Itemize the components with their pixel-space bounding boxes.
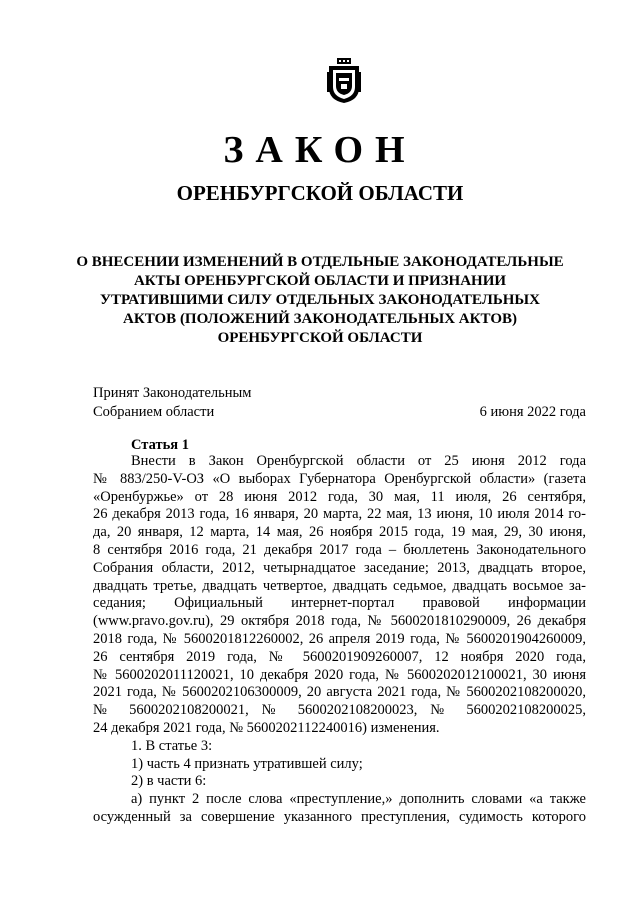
coat-of-arms-icon bbox=[327, 58, 361, 104]
text-line: № 5600202011120021, 10 декабря 2020 года, № 5600202012100021, 30 июня bbox=[93, 666, 586, 683]
text-line: да, 20 января, 12 марта, 14 мая, 26 ноября 2015 года, 19 мая, 29, 30 июня, bbox=[93, 524, 586, 541]
text-line: седания; Официальный интернет-портал правовой информации bbox=[93, 595, 586, 612]
text-line: а) пункт 2 после слова «преступление,» дополнить словами «а также bbox=[131, 791, 586, 808]
text-line: 2021 года, № 5600202106300009, 20 августа 2021 года, № 5600202108200020, bbox=[93, 684, 586, 701]
heading-line: УТРАТИВШИМИ СИЛУ ОТДЕЛЬНЫХ ЗАКОНОДАТЕЛЬНЫХ bbox=[99, 292, 540, 308]
adoption-date: 6 июня 2022 года bbox=[479, 404, 586, 420]
text-line: осужденный за совершение указанного преступления, судимость которого bbox=[93, 808, 586, 825]
heading-line: АКТЫ ОРЕНБУРГСКОЙ ОБЛАСТИ И ПРИЗНАНИИ bbox=[133, 273, 507, 289]
text-line: 26 декабря 2013 года, 16 января, 20 марта, 22 мая, 13 июня, 10 июля 2014 го- bbox=[93, 506, 586, 523]
list-item: 1) часть 4 признать утратившей силу; bbox=[131, 755, 363, 772]
text-line: № 883/250-V-ОЗ «О выборах Губернатора Оренбургской области» (газета bbox=[93, 470, 586, 487]
text-line: (www.pravo.gov.ru), 29 октября 2018 года, № 5600201810290009, 26 декабря bbox=[93, 613, 586, 630]
heading-line: АКТОВ (ПОЛОЖЕНИЙ ЗАКОНОДАТЕЛЬНЫХ АКТОВ) bbox=[123, 311, 517, 327]
list-item: 2) в части 6: bbox=[131, 773, 207, 790]
list-item: 1. В статье 3: bbox=[131, 737, 213, 754]
text-line: 26 сентября 2019 года, № 5600201909260007, 12 ноября 2020 года, bbox=[93, 648, 586, 665]
text-line: № 5600202108200021, № 5600202108200023, № 5600202108200025, bbox=[93, 702, 586, 719]
document-subtitle: ОРЕНБУРГСКОЙ ОБЛАСТИ bbox=[176, 181, 464, 205]
adoption-line: Собранием области bbox=[93, 404, 215, 420]
article-title: Статья 1 bbox=[131, 437, 189, 453]
text-line: «Оренбуржье» от 28 июня 2012 года, 30 мая, 11 июля, 26 сентября, bbox=[93, 488, 586, 505]
law-heading bbox=[60, 253, 580, 348]
heading-line: ОРЕНБУРГСКОЙ ОБЛАСТИ bbox=[217, 330, 423, 346]
adoption-note bbox=[93, 384, 251, 422]
text-line: Внести в Закон Оренбургской области от 25 июня 2012 года bbox=[131, 453, 586, 469]
text-line: 2018 года, № 5600201812260002, 26 апреля 2019 года, № 5600201904260009, bbox=[93, 630, 586, 647]
text-line: 24 декабря 2021 года, № 5600202112240016) изменения. bbox=[93, 719, 440, 736]
document-title: ЗАКОН bbox=[223, 129, 417, 171]
adoption-line: Принят Законодательным bbox=[93, 385, 252, 401]
text-line: двадцать третье, двадцать четвертое, двадцать седьмое, двадцать восьмое за- bbox=[93, 577, 586, 594]
text-line: 8 сентября 2016 года, 21 декабря 2017 года – бюллетень Законодательного bbox=[93, 541, 586, 558]
heading-line: О ВНЕСЕНИИ ИЗМЕНЕНИЙ В ОТДЕЛЬНЫЕ ЗАКОНОДАТЕЛЬНЫЕ bbox=[76, 254, 564, 270]
article-body bbox=[93, 453, 586, 827]
text-line: Собрания области, 2012, четырнадцатое заседание; 2013, двадцать второе, bbox=[93, 559, 586, 576]
